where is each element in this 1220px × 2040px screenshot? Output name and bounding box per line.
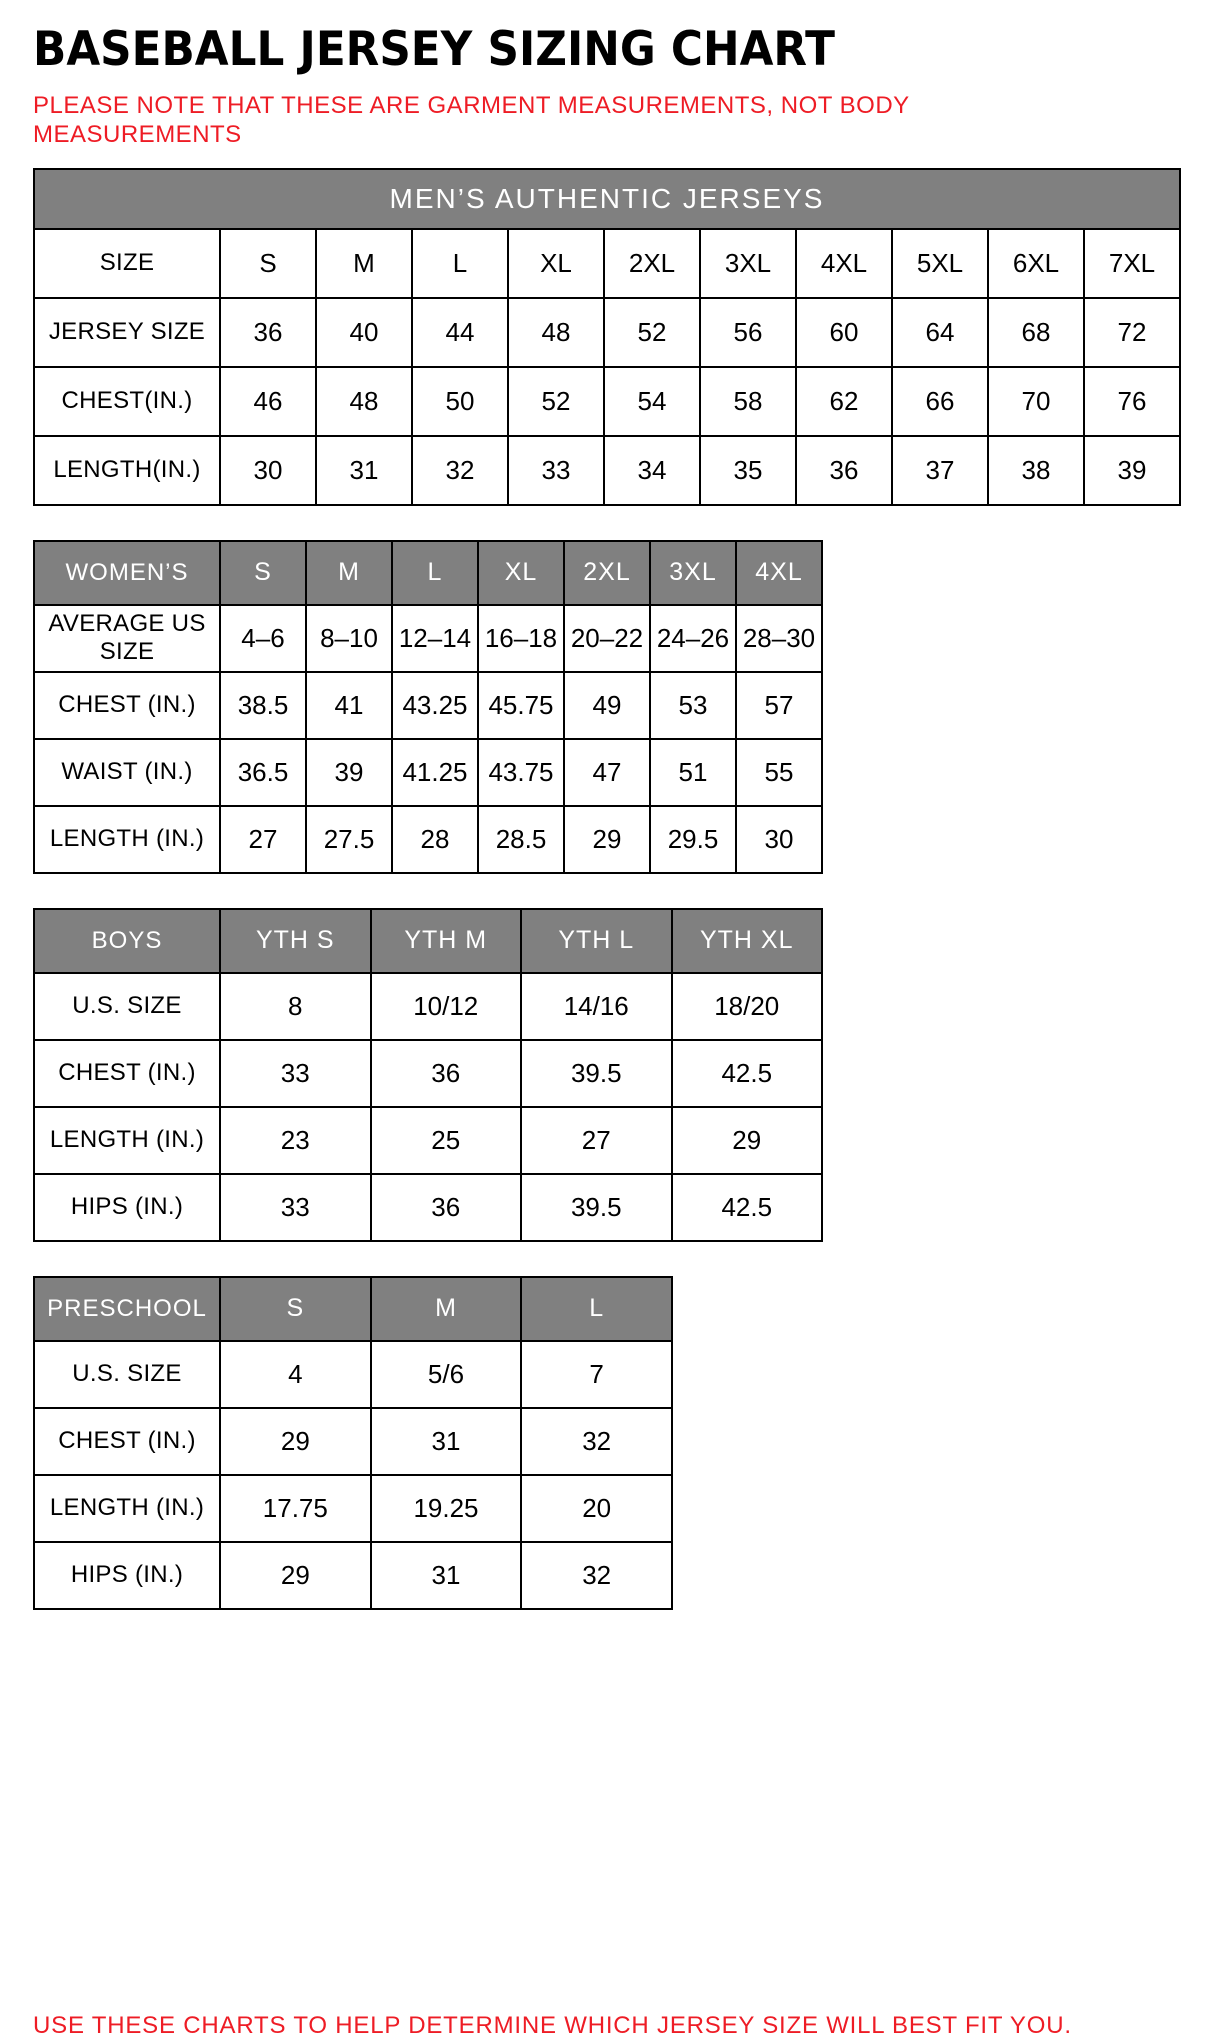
- table-cell: 34: [604, 436, 700, 505]
- table-cell: 5XL: [892, 229, 988, 298]
- preschool-jerseys-table: [33, 1276, 673, 1610]
- table-header-row: [34, 541, 822, 605]
- table-cell: 46: [220, 367, 316, 436]
- mens-jerseys-table-section: [33, 168, 1187, 506]
- table-cell: 2XL: [604, 229, 700, 298]
- table-cell: 27.5: [306, 806, 392, 873]
- header-cell: L: [521, 1277, 672, 1341]
- table-cell: 27: [521, 1107, 672, 1174]
- header-label: WOMEN’S: [34, 541, 220, 605]
- table-cell: 62: [796, 367, 892, 436]
- table-cell: 17.75: [220, 1475, 371, 1542]
- table-cell: 50: [412, 367, 508, 436]
- table-cell: 52: [508, 367, 604, 436]
- table-cell: 43.75: [478, 739, 564, 806]
- table-cell: 36: [796, 436, 892, 505]
- table-cell: 42.5: [672, 1040, 823, 1107]
- header-cell: M: [371, 1277, 522, 1341]
- table-cell: 14/16: [521, 973, 672, 1040]
- row-label: HIPS (IN.): [34, 1174, 220, 1241]
- table-cell: 55: [736, 739, 822, 806]
- table-cell: 42.5: [672, 1174, 823, 1241]
- womens-jerseys-table-section: [33, 540, 1187, 874]
- header-cell: M: [306, 541, 392, 605]
- table-cell: 36: [220, 298, 316, 367]
- table-row: [34, 1542, 672, 1609]
- table-cell: 35: [700, 436, 796, 505]
- fit-advice-note: USE THESE CHARTS TO HELP DETERMINE WHICH JERSEY SIZE WILL BEST FIT YOU.: [33, 2011, 1072, 2039]
- table-cell: 18/20: [672, 973, 823, 1040]
- row-label: SIZE: [34, 229, 220, 298]
- table-cell: 8: [220, 973, 371, 1040]
- table-cell: 29: [220, 1542, 371, 1609]
- table-cell: 29: [220, 1408, 371, 1475]
- table-cell: 6XL: [988, 229, 1084, 298]
- table-cell: 36.5: [220, 739, 306, 806]
- table-cell: 31: [316, 436, 412, 505]
- table-header-row: [34, 909, 822, 973]
- table-row: [34, 1475, 672, 1542]
- table-cell: 20: [521, 1475, 672, 1542]
- table-row: [34, 605, 822, 672]
- table-cell: 16–18: [478, 605, 564, 672]
- table-cell: 72: [1084, 298, 1180, 367]
- table-cell: 3XL: [700, 229, 796, 298]
- table-cell: 36: [371, 1040, 522, 1107]
- table-cell: 44: [412, 298, 508, 367]
- header-label: PRESCHOOL: [34, 1277, 220, 1341]
- table-cell: 19.25: [371, 1475, 522, 1542]
- row-label: JERSEY SIZE: [34, 298, 220, 367]
- table-row: [34, 1408, 672, 1475]
- header-cell: YTH XL: [672, 909, 823, 973]
- table-cell: 10/12: [371, 973, 522, 1040]
- table-cell: 76: [1084, 367, 1180, 436]
- table-cell: 32: [412, 436, 508, 505]
- table-cell: 66: [892, 367, 988, 436]
- row-label: HIPS (IN.): [34, 1542, 220, 1609]
- header-cell: S: [220, 541, 306, 605]
- table-cell: 24–26: [650, 605, 736, 672]
- table-row: [34, 1040, 822, 1107]
- table-row: [34, 1107, 822, 1174]
- row-label: LENGTH (IN.): [34, 806, 220, 873]
- sizing-chart-document: [33, 22, 1187, 2040]
- table-row: [34, 367, 1180, 436]
- table-row: [34, 672, 822, 739]
- table-cell: 31: [371, 1542, 522, 1609]
- table-header-row: [34, 1277, 672, 1341]
- table-cell: 41: [306, 672, 392, 739]
- table-cell: 38: [988, 436, 1084, 505]
- header-cell: YTH M: [371, 909, 522, 973]
- table-cell: 40: [316, 298, 412, 367]
- table-cell: 43.25: [392, 672, 478, 739]
- row-label: LENGTH(IN.): [34, 436, 220, 505]
- table-cell: 57: [736, 672, 822, 739]
- table-cell: 30: [736, 806, 822, 873]
- table-cell: 39.5: [521, 1174, 672, 1241]
- table-cell: 4XL: [796, 229, 892, 298]
- row-label: WAIST (IN.): [34, 739, 220, 806]
- table-cell: 23: [220, 1107, 371, 1174]
- header-cell: XL: [478, 541, 564, 605]
- table-cell: 41.25: [392, 739, 478, 806]
- table-row: [34, 436, 1180, 505]
- table-cell: 27: [220, 806, 306, 873]
- header-cell: 3XL: [650, 541, 736, 605]
- table-cell: 7: [521, 1341, 672, 1408]
- table-cell: 4: [220, 1341, 371, 1408]
- row-label: CHEST (IN.): [34, 1408, 220, 1475]
- row-label: LENGTH (IN.): [34, 1107, 220, 1174]
- row-label: AVERAGE US SIZE: [34, 605, 220, 672]
- table-cell: 38.5: [220, 672, 306, 739]
- table-row: [34, 1174, 822, 1241]
- boys-jerseys-table-section: [33, 908, 1187, 1242]
- page-title: BASEBALL JERSEY SIZING CHART: [33, 22, 835, 77]
- table-cell: 68: [988, 298, 1084, 367]
- table-cell: 8–10: [306, 605, 392, 672]
- table-cell: 5/6: [371, 1341, 522, 1408]
- table-cell: 39: [1084, 436, 1180, 505]
- mens-table-banner: MEN’S AUTHENTIC JERSEYS: [33, 168, 1181, 230]
- table-cell: 52: [604, 298, 700, 367]
- preschool-jerseys-table-section: [33, 1276, 1187, 1610]
- womens-jerseys-table: [33, 540, 823, 874]
- table-cell: L: [412, 229, 508, 298]
- table-cell: 30: [220, 436, 316, 505]
- table-cell: 31: [371, 1408, 522, 1475]
- mens-jerseys-table: [33, 228, 1181, 506]
- table-cell: 51: [650, 739, 736, 806]
- table-cell: 48: [508, 298, 604, 367]
- table-cell: M: [316, 229, 412, 298]
- row-label: CHEST (IN.): [34, 1040, 220, 1107]
- table-cell: 33: [220, 1174, 371, 1241]
- table-cell: 25: [371, 1107, 522, 1174]
- table-cell: 32: [521, 1542, 672, 1609]
- table-cell: 33: [508, 436, 604, 505]
- table-row: [34, 229, 1180, 298]
- table-cell: S: [220, 229, 316, 298]
- table-cell: 33: [220, 1040, 371, 1107]
- row-label: LENGTH (IN.): [34, 1475, 220, 1542]
- table-cell: 48: [316, 367, 412, 436]
- table-cell: 53: [650, 672, 736, 739]
- table-cell: 54: [604, 367, 700, 436]
- table-row: [34, 806, 822, 873]
- row-label: CHEST(IN.): [34, 367, 220, 436]
- header-cell: 4XL: [736, 541, 822, 605]
- header-cell: L: [392, 541, 478, 605]
- table-cell: 28.5: [478, 806, 564, 873]
- table-cell: 29: [564, 806, 650, 873]
- header-cell: YTH S: [220, 909, 371, 973]
- table-cell: 70: [988, 367, 1084, 436]
- table-cell: 56: [700, 298, 796, 367]
- header-label: BOYS: [34, 909, 220, 973]
- table-cell: 29.5: [650, 806, 736, 873]
- table-cell: 39.5: [521, 1040, 672, 1107]
- boys-jerseys-table: [33, 908, 823, 1242]
- header-cell: S: [220, 1277, 371, 1341]
- table-cell: XL: [508, 229, 604, 298]
- table-cell: 29: [672, 1107, 823, 1174]
- table-cell: 49: [564, 672, 650, 739]
- table-cell: 58: [700, 367, 796, 436]
- garment-measurement-note: PLEASE NOTE THAT THESE ARE GARMENT MEASUREMENTS, NOT BODY MEASUREMENTS: [33, 92, 910, 149]
- table-cell: 12–14: [392, 605, 478, 672]
- table-row: [34, 739, 822, 806]
- table-cell: 60: [796, 298, 892, 367]
- table-cell: 39: [306, 739, 392, 806]
- table-cell: 20–22: [564, 605, 650, 672]
- header-cell: 2XL: [564, 541, 650, 605]
- row-label: CHEST (IN.): [34, 672, 220, 739]
- table-row: [34, 298, 1180, 367]
- table-cell: 45.75: [478, 672, 564, 739]
- table-row: [34, 973, 822, 1040]
- table-cell: 47: [564, 739, 650, 806]
- table-cell: 36: [371, 1174, 522, 1241]
- table-cell: 28: [392, 806, 478, 873]
- table-cell: 32: [521, 1408, 672, 1475]
- table-cell: 28–30: [736, 605, 822, 672]
- table-cell: 64: [892, 298, 988, 367]
- table-cell: 7XL: [1084, 229, 1180, 298]
- table-cell: 37: [892, 436, 988, 505]
- header-cell: YTH L: [521, 909, 672, 973]
- row-label: U.S. SIZE: [34, 1341, 220, 1408]
- table-cell: 4–6: [220, 605, 306, 672]
- table-row: [34, 1341, 672, 1408]
- row-label: U.S. SIZE: [34, 973, 220, 1040]
